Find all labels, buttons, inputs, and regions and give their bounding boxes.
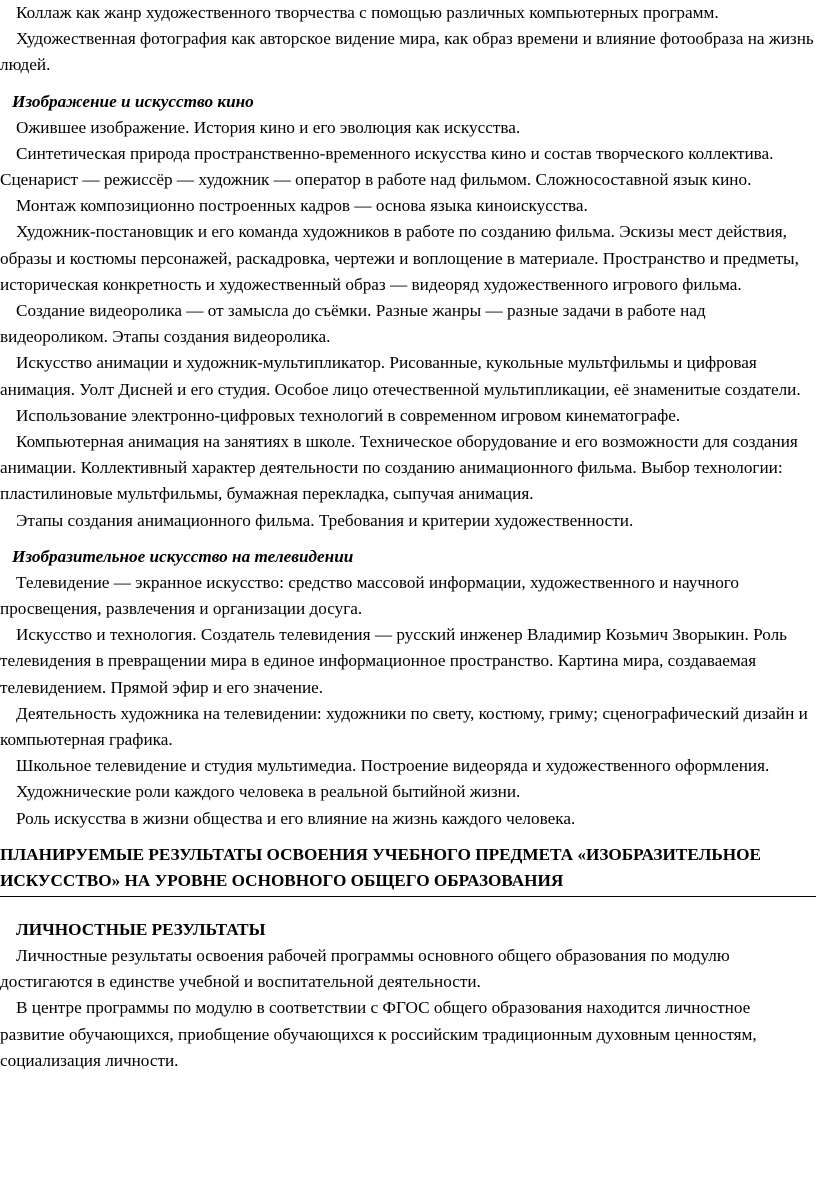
paragraph: Деятельность художника на телевидении: художники по свету, костюму, гриму; сценографический дизайн и компьютерная графика. (0, 703, 808, 750)
paragraph: Искусство анимации и художник-мультипликатор. Рисованные, кукольные мультфильмы и цифровая анимация. Уолт Дисней и его студия. Особое лицо отечественной мультипликации, её знаменитые создатели. (0, 353, 801, 399)
paragraph: Монтаж композиционно построенных кадров — основа языка киноискусства. (16, 196, 588, 216)
paragraph: Ожившее изображение. История кино и его эволюция как искусства. (16, 117, 521, 137)
paragraph: Создание видеоролика — от замысла до съёмки. Разные жанры — разные задачи в работе над видеороликом. Этапы создания видеоролика. (0, 301, 706, 347)
results-section (0, 842, 816, 1074)
cinema-section (0, 89, 816, 534)
paragraph: Синтетическая природа пространственно-временного искусства кино и состав творческого коллектива. Сценарист — режиссёр — художник — оператор в работе над фильмом. Сложносоставной язык кино. (0, 143, 774, 190)
paragraph: Искусство и технология. Создатель телевидения — русский инженер Владимир Козьмич Зворыкин. Роль телевидения в превращении мира в единое информационное пространство. Картина мира, создаваемая телевидением. Прямой эфир и его значение. (0, 625, 787, 697)
paragraph: Телевидение — экранное искусство: средство массовой информации, художественного и научного просвещения, развлечения и организации досуга. (0, 572, 740, 619)
intro-block (0, 0, 816, 79)
paragraph: Художнические роли каждого человека в реальной бытийной жизни. (16, 782, 521, 802)
paragraph: Коллаж как жанр художественного творчества с помощью различных компьютерных программ. (16, 3, 719, 22)
divider (0, 896, 816, 897)
paragraph: Этапы создания анимационного фильма. Требования и критерии художественности. (16, 510, 634, 530)
paragraph: Компьютерная анимация на занятиях в школе. Техническое оборудование и его возможности для создания анимации. Коллективный характер деятельности по созданию анимационного фильма. Выбор технологии: пластилиновые мультфильмы, бумажная перекладка, сыпучая анимация. (0, 432, 798, 504)
paragraph: Роль искусства в жизни общества и его влияние на жизнь каждого человека. (16, 808, 576, 828)
paragraph: В центре программы по модулю в соответствии с ФГОС общего образования находится личностное развитие обучающихся, приобщение обучающихся к российским традиционным духовным ценностям, социализация личности. (0, 998, 757, 1070)
personal-results-heading: ЛИЧНОСТНЫЕ РЕЗУЛЬТАТЫ (16, 919, 266, 939)
paragraph: Личностные результаты освоения рабочей программы основного общего образования по модулю достигаются в единстве учебной и воспитательной деятельности. (0, 945, 730, 992)
paragraph: Школьное телевидение и студия мультимедиа. Построение видеоряда и художественного оформления. (16, 756, 770, 776)
section-heading-cinema: Изображение и искусство кино (12, 91, 254, 111)
paragraph: Художественная фотография как авторское видение мира, как образ времени и влияние фотообраза на жизнь людей. (0, 29, 814, 75)
tv-section (0, 544, 816, 832)
paragraph: Использование электронно-цифровых технологий в современном игровом кинематографе. (16, 405, 681, 425)
section-heading-tv: Изобразительное искусство на телевидении (12, 546, 354, 566)
paragraph: Художник-постановщик и его команда художников в работе по созданию фильма. Эскизы мест действия, образы и костюмы персонажей, раскадровка, чертежи и воплощение в материале. Пространство и предметы, историческая конкретность и художественный образ — видеоряд художественного игрового фильма. (0, 222, 799, 294)
results-title: ПЛАНИРУЕМЫЕ РЕЗУЛЬТАТЫ ОСВОЕНИЯ УЧЕБНОГО ПРЕДМЕТА «ИЗОБРАЗИТЕЛЬНОЕ ИСКУССТВО» НА УРОВНЕ ОСНОВНОГО ОБЩЕГО ОБРАЗОВАНИЯ (0, 844, 761, 890)
